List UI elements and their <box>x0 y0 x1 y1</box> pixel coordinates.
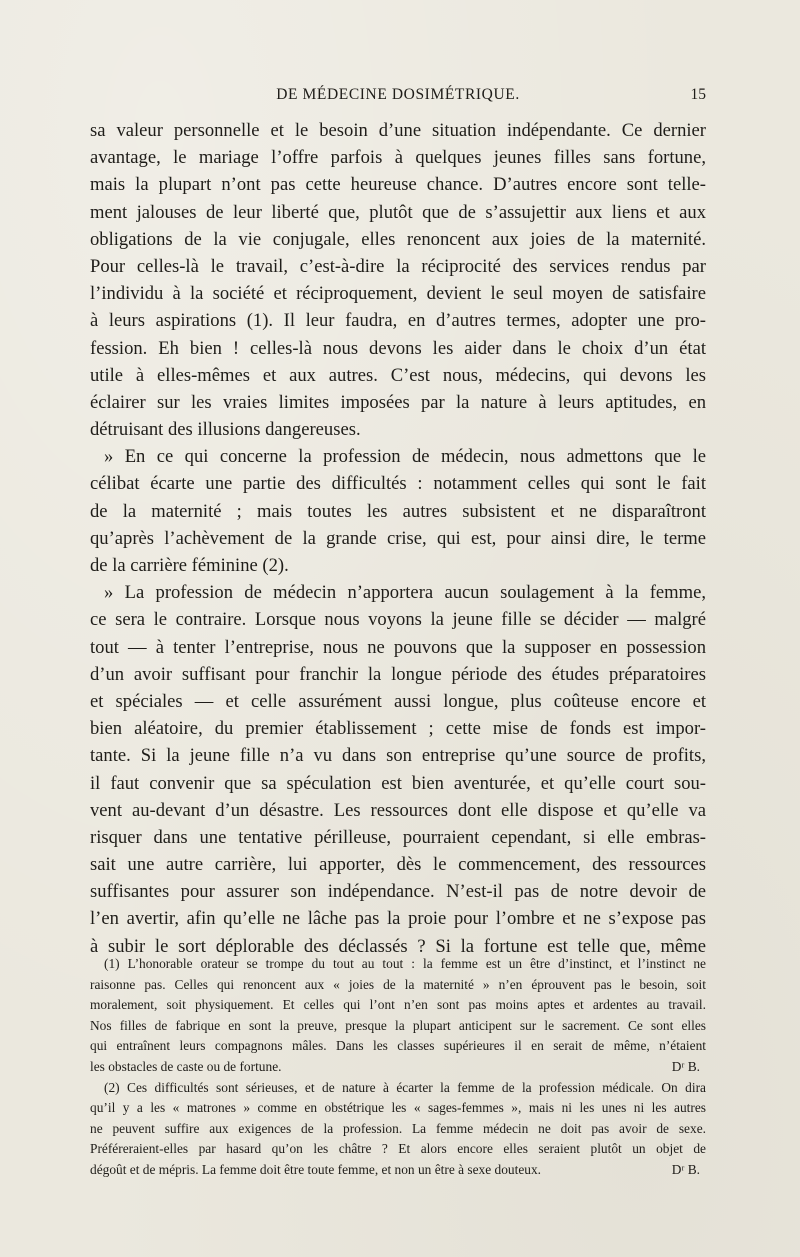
footnote-line: ne peuvent suffire aux exigences de la profession. La femme médecin ne doit pas avoir de sexe. <box>90 1120 706 1136</box>
page-header <box>90 86 706 110</box>
running-head: DE MÉDECINE DOSIMÉTRIQUE. <box>276 86 520 103</box>
footnote-text: dégoût et de mépris. La femme doit être toute femme, et non un être à sexe douteux. <box>90 1161 542 1177</box>
footnote-line: Nos filles de fabrique en sont la preuve, presque la plupart anticipent sur le sacrement. Ce sont elles <box>90 1017 706 1033</box>
text-line: sait une autre carrière, lui apporter, dès le commencement, des ressources <box>90 854 706 876</box>
text-line: qu’après l’achèvement de la grande crise, qui est, pour ainsi dire, le terme <box>90 527 706 549</box>
footnote-line: (1) L’honorable orateur se trompe du tout au tout : la femme est un être d’instinct, et l’instinct ne <box>104 956 706 971</box>
text-line: fession. Eh bien ! celles-là nous devons les aider dans le choix d’un état <box>90 337 706 359</box>
text-line: mais la plupart n’ont pas cette heureuse chance. D’autres encore sont telle- <box>90 174 706 196</box>
text-line: et spéciales — et celle assurément aussi longue, plus coûteuse encore et <box>90 690 706 712</box>
text-line: éclairer sur les vraies limites imposées par la nature à leurs aptitudes, en <box>90 391 706 413</box>
footnote-line: Préféreraient-elles par hasard qu’on les châtre ? Et alors encore elles seraient plutôt un objet de <box>90 1141 706 1157</box>
text-line: il faut convenir que sa spéculation est bien aventurée, et qu’elle court sou- <box>90 772 706 794</box>
footnotes <box>90 954 706 1181</box>
footnote-line: (2) Ces difficultés sont sérieuses, et de nature à écarter la femme de la profession médicale. On dira <box>104 1079 706 1095</box>
page-number: 15 <box>690 86 706 103</box>
text-line: détruisant des illusions dangereuses. <box>90 419 361 441</box>
text-line: » En ce qui concerne la profession de médecin, nous admettons que le <box>104 446 706 468</box>
footnote-line: moralement, soit physiquement. Et celles qui l’ont n’en sont pas moins aptes et ardentes au travail. <box>90 997 706 1013</box>
body-text <box>90 117 706 960</box>
text-line: ment jalouses de leur liberté que, plutôt que de s’assujettir aux liens et aux <box>90 201 706 223</box>
text-line: de la carrière féminine (2). <box>90 555 289 576</box>
text-line: l’individu à la société et réciproquement, devient le seul moyen de satisfaire <box>90 283 706 305</box>
text-line: l’en avertir, afin qu’elle ne lâche pas la proie pour l’ombre et ne s’expose pas <box>90 908 706 930</box>
footnote-line: qu’il y a les « matrones » comme en obstétrique les « sages-femmes », mais ni les unes ni les autres <box>90 1100 706 1116</box>
text-line: ce sera le contraire. Lorsque nous voyons la jeune fille se décider — malgré <box>90 609 706 631</box>
footnote-signature: Dʳ B. <box>671 1058 700 1074</box>
text-line: à subir le sort déplorable des déclassés ? Si la fortune est telle que, même <box>90 935 706 957</box>
footnote-signature: Dʳ B. <box>671 1161 700 1177</box>
text-line: vent au-devant d’un désastre. Les ressources dont elle dispose et qu’elle va <box>90 799 706 821</box>
text-line: » La profession de médecin n’apportera aucun soulagement à la femme, <box>104 582 706 604</box>
text-line: sa valeur personnelle et le besoin d’une situation indépendante. Ce dernier <box>90 120 706 141</box>
text-line: bien aléatoire, du premier établissement ; cette mise de fonds est impor- <box>90 718 706 740</box>
text-line: de la maternité ; mais toutes les autres subsistent et ne disparaîtront <box>90 500 706 522</box>
text-line: obligations de la vie conjugale, elles renoncent aux joies de la maternité. <box>90 228 706 250</box>
text-line: avantage, le mariage l’offre parfois à quelques jeunes filles sans fortune, <box>90 147 706 169</box>
text-line: Pour celles-là le travail, c’est-à-dire la réciprocité des services rendus par <box>90 255 706 277</box>
footnote-line <box>90 1057 706 1078</box>
text-line: utile à elles-mêmes et aux autres. C’est nous, médecins, qui devons les <box>90 364 706 386</box>
text-line: d’un avoir suffisant pour franchir la longue période des études préparatoires <box>90 663 706 685</box>
text-line: suffisantes pour assurer son indépendance. N’est-il pas de notre devoir de <box>90 881 706 903</box>
footnote-line: qui entraînent leurs compagnons mâles. Dans les classes supérieures il en serait de même, n’étaient <box>90 1038 706 1054</box>
footnote-text: les obstacles de caste ou de fortune. <box>90 1058 282 1074</box>
text-line: tante. Si la jeune fille n’a vu dans son entreprise qu’une source de profits, <box>90 745 706 767</box>
text-line: à leurs aspirations (1). Il leur faudra, en d’autres termes, adopter une pro- <box>90 310 706 332</box>
footnote-line <box>90 1160 706 1181</box>
text-line: tout — à tenter l’entreprise, nous ne pouvons que la supposer en possession <box>90 636 706 658</box>
text-line: risquer dans une tentative périlleuse, pourraient cependant, si elle embras- <box>90 826 706 848</box>
text-line: célibat écarte une partie des difficultés : notamment celles qui sont le fait <box>90 473 706 495</box>
footnote-line: raisonne pas. Celles qui renoncent aux « joies de la maternité » n’en éprouvent pas le besoin, soit <box>90 976 706 992</box>
